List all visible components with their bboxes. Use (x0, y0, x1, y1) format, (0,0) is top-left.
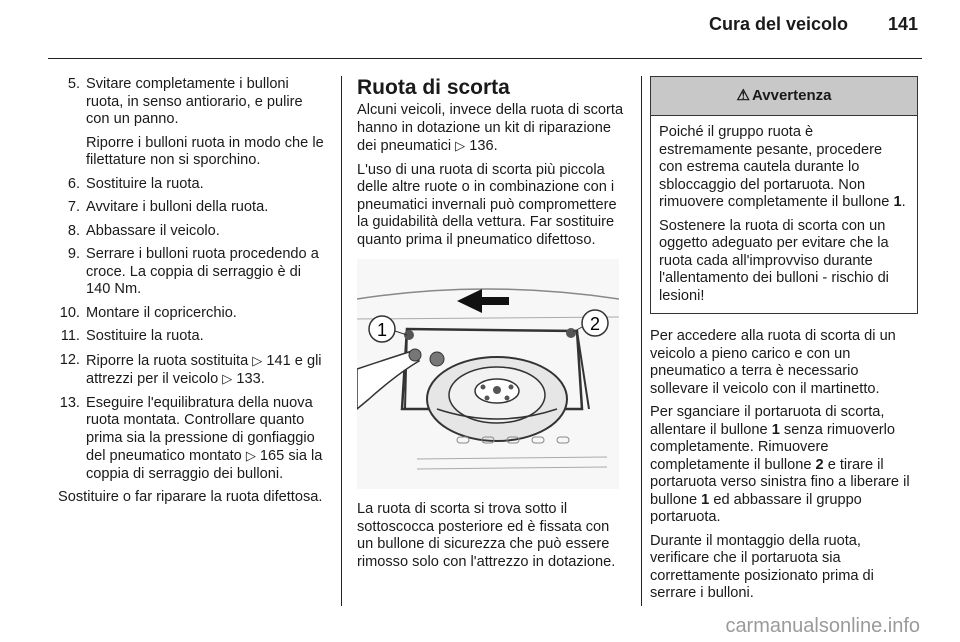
step-text: Sostituire la ruota. (86, 175, 204, 192)
step-note: Riporre i bulloni ruota in modo che le filettature non si sporchino. (86, 134, 324, 168)
paragraph-text: Alcuni veicoli, invece della ruota di scorta hanno in dotazione un kit di riparazione dei pneumatici (357, 102, 624, 154)
page-reference[interactable]: 141 (266, 352, 291, 369)
list-item (58, 395, 328, 484)
step-text: Sostituire la ruota. (86, 328, 204, 344)
paragraph-text: e tirare il portaruota verso sinistra fino a liberare il bullone (650, 456, 910, 508)
chapter-title: Cura del veicolo (708, 14, 848, 34)
step-number: 9. (67, 246, 80, 262)
right-column (650, 76, 918, 609)
page-reference[interactable]: 133 (236, 371, 261, 387)
watermark-text: carmanualsonline.info (725, 615, 920, 637)
warning-triangle-icon: ⚠ (736, 87, 750, 105)
step-number: 10. (59, 304, 80, 321)
warning-title: Avvertenza (751, 87, 832, 105)
step-text: Riporre la ruota sostituita (86, 352, 249, 369)
page-header (0, 0, 960, 50)
bolt-number: 1 (701, 491, 710, 508)
middle-column (357, 76, 627, 577)
paragraph-text: . (493, 138, 498, 154)
intro-paragraph (357, 102, 627, 156)
callout-label-1: 1 (376, 320, 388, 340)
procedure-steps (58, 76, 328, 483)
spare-wheel-figure (357, 259, 619, 489)
figure-caption: La ruota di scorta si trova sotto il sottoscocca posteriore ed è fissata con un bullone di sicurezza che può essere rimosso solo con l'attrezzo in dotazione. (357, 501, 616, 570)
page-reference[interactable]: 165 (259, 448, 285, 464)
list-item (58, 328, 328, 346)
paragraph-text: senza rimuoverlo completamente. Rimuovere completamente il bullone (650, 421, 896, 473)
callout-label-2: 2 (589, 314, 601, 334)
warning-text (659, 124, 909, 212)
page-number: 141 (887, 14, 918, 34)
step-number: 5. (67, 76, 80, 92)
warning-header (651, 77, 917, 116)
page-reference-icon: ▷ (245, 448, 256, 463)
mounting-paragraph: Durante il montaggio della ruota, verificare che il portaruota sia correttamente posizionato prima di serrare i bulloni. (650, 532, 874, 601)
step-text: Eseguire l'equilibratura della nuova ruota montata. Controllare quanto prima sia la pressione di gonfiaggio del pneumatico montato (86, 394, 315, 464)
list-item (58, 223, 328, 241)
column-divider-1 (341, 76, 342, 606)
warning-paragraph: L'uso di una ruota di scorta più piccola delle altre ruote o in combinazione con i pneumatici invernali può compromettere la guidabilità della vettura. Far sostituire quanto prima il pneumatico difettoso. (357, 161, 617, 248)
step-text: Montare il copricerchio. (86, 304, 237, 321)
step-text: Svitare completamente i bulloni ruota, in senso antiorario, e pulire con un panno. (86, 76, 303, 127)
warning-body (651, 116, 917, 313)
step-text: Avvitare i bulloni della ruota. (86, 199, 269, 215)
step-text: . (260, 371, 265, 387)
page-reference[interactable]: 136 (469, 138, 494, 154)
bolt-number: 1 (893, 194, 902, 210)
paragraph-text: . (901, 194, 906, 210)
step-number: 6. (67, 175, 80, 192)
closing-paragraph: Sostituire o far riparare la ruota difettosa. (58, 489, 323, 505)
list-item (58, 76, 328, 170)
step-number: 7. (67, 199, 80, 215)
paragraph-text: Per sganciare il portaruota di scorta, allentare il bullone (650, 404, 885, 438)
section-heading: Ruota di scorta (357, 76, 510, 99)
header-rule (48, 58, 922, 59)
bolt-number: 2 (815, 456, 824, 473)
spare-wheel-illustration (357, 259, 619, 489)
step-number: 12. (59, 351, 80, 368)
paragraph-text: ed abbassare il gruppo portaruota. (650, 491, 862, 525)
column-divider-2 (641, 76, 642, 606)
step-number: 11. (60, 328, 80, 344)
page-reference-icon: ▷ (222, 371, 233, 386)
access-paragraph: Per accedere alla ruota di scorta di un veicolo a pieno carico e con un pneumatico a terra è necessario sollevare il veicolo con il martinetto. (650, 328, 896, 397)
step-text: e gli attrezzi per il veicolo (86, 352, 322, 387)
step-text: sia la coppia di serraggio dei bulloni. (86, 448, 323, 482)
warning-text: Sostenere la ruota di scorta con un oggetto adeguato per evitare che la ruota cada all'improvviso durante l'allentamento dei bulloni - rischio di lesioni! (659, 217, 889, 304)
release-paragraph (650, 404, 918, 527)
paragraph-text: Poiché il gruppo ruota è estremamente pesante, procedere con estrema cautela durante lo sbloccaggio del portaruota. Non rimuovere completamente il bullone (659, 124, 890, 210)
page-reference-icon: ▷ (252, 352, 263, 368)
page-reference-icon: ▷ (455, 138, 466, 153)
list-item (58, 199, 328, 217)
list-item (58, 246, 328, 299)
warning-box (650, 76, 918, 314)
list-item (58, 176, 328, 194)
step-number: 8. (67, 222, 80, 239)
bolt-number: 1 (771, 421, 780, 438)
list-item (58, 352, 328, 389)
step-number: 13. (59, 394, 80, 411)
step-text: Abbassare il veicolo. (86, 222, 220, 239)
step-text: Serrare i bulloni ruota procedendo a croce. La coppia di serraggio è di 140 Nm. (86, 246, 319, 297)
list-item (58, 305, 328, 323)
left-column (58, 76, 328, 513)
